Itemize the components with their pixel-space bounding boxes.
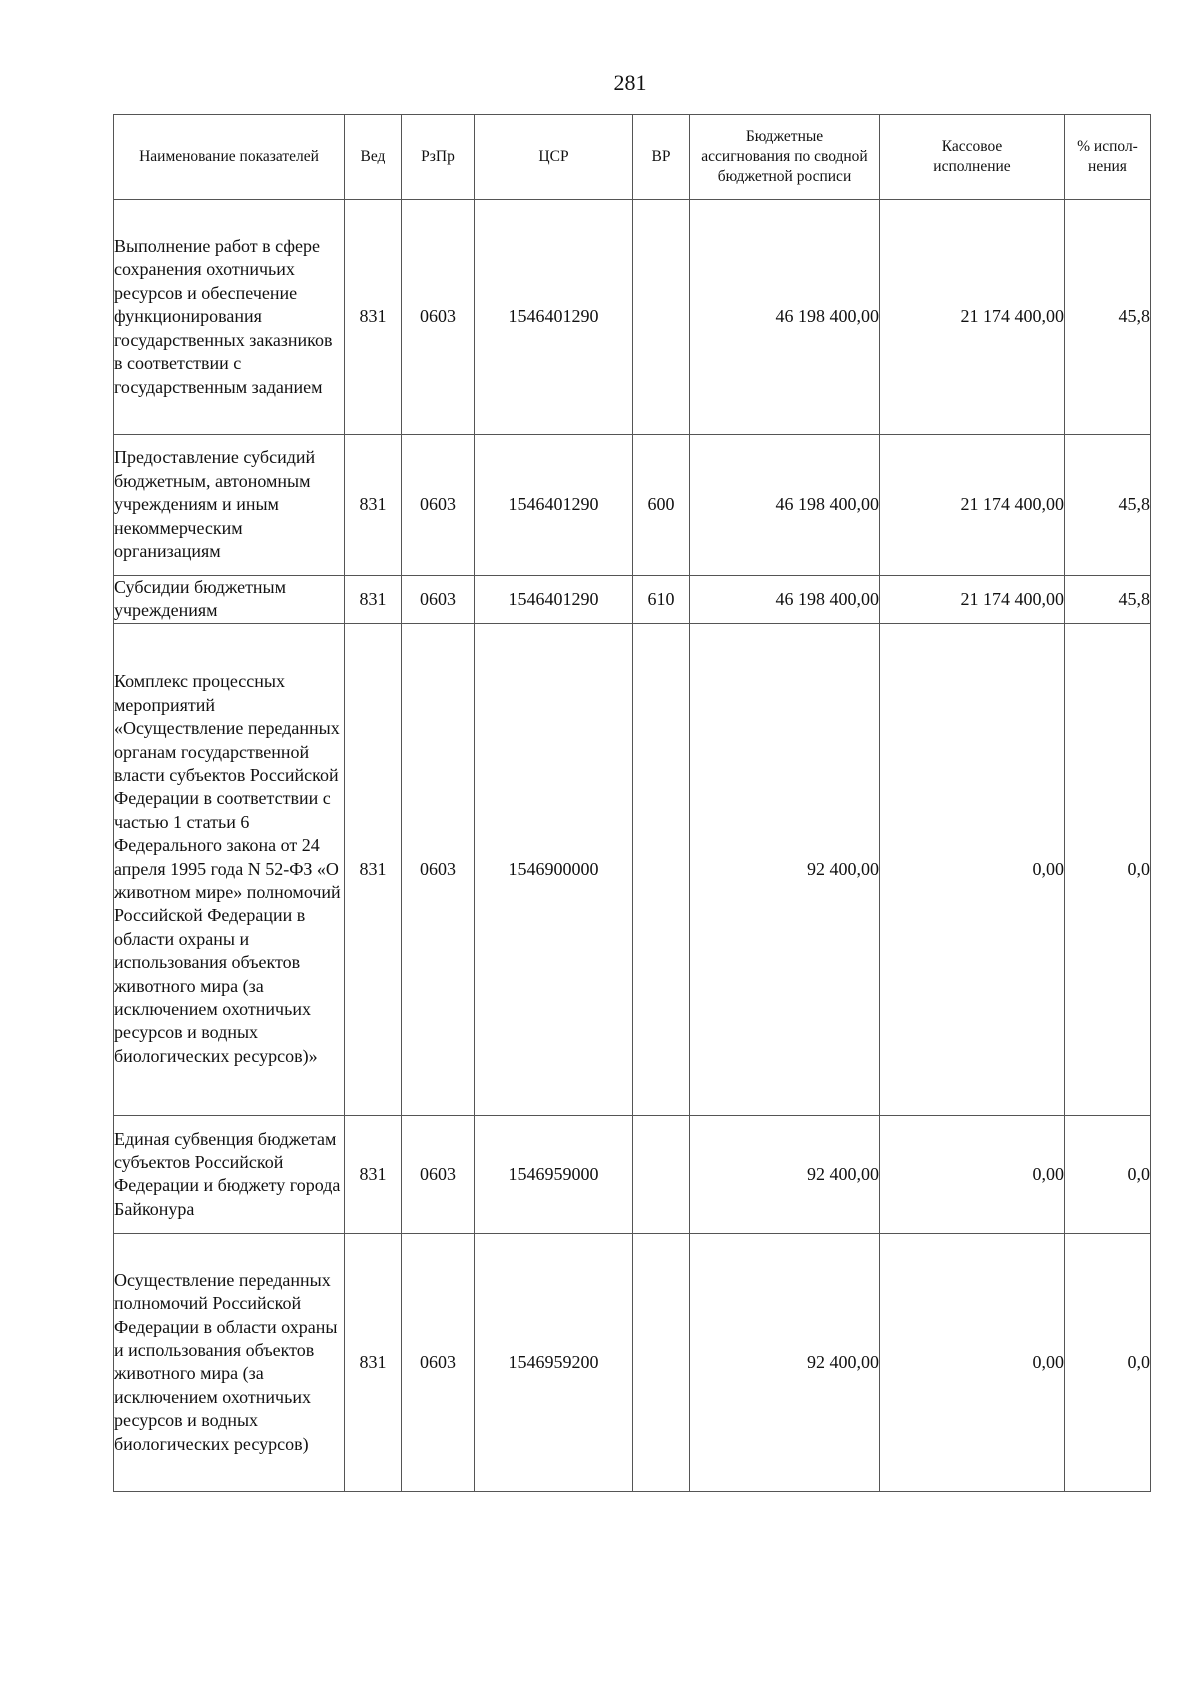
table-body (114, 200, 1151, 1492)
row-vr: 610 (633, 576, 690, 624)
header-assignments: Бюджетные ассигнования по сводной бюджетной росписи (690, 115, 880, 200)
row-name: Выполнение работ в сфере сохранения охотничьих ресурсов и обеспечение функционирования государственных заказников в соответствии с государственным заданием (114, 200, 345, 435)
row-rzpr: 0603 (402, 1233, 475, 1491)
row-name: Субсидии бюджетным учреждениям (114, 576, 345, 624)
row-rzpr: 0603 (402, 1115, 475, 1233)
row-csr: 1546401290 (475, 435, 633, 576)
row-percent: 45,8 (1065, 576, 1151, 624)
header-percent: % испол-нения (1065, 115, 1151, 200)
row-vr (633, 1233, 690, 1491)
row-name: Комплекс процессных мероприятий «Осуществление переданных органам государственной власти субъектов Российской Федерации в соответствии с частью 1 статьи 6 Федерального закона от 24 апреля 1995 года N 52-ФЗ «О животном мире» полномочий Российской Федерации в области охраны и использования объектов животного мира (за исключением охотничьих ресурсов и водных биологических ресурсов)» (114, 623, 345, 1115)
row-vr: 600 (633, 435, 690, 576)
row-ved: 831 (345, 1115, 402, 1233)
row-assignments: 46 198 400,00 (690, 200, 880, 435)
header-vr: ВР (633, 115, 690, 200)
header-row (114, 115, 1151, 200)
row-ved: 831 (345, 623, 402, 1115)
row-cash: 0,00 (880, 1115, 1065, 1233)
row-ved: 831 (345, 576, 402, 624)
row-csr: 1546900000 (475, 623, 633, 1115)
row-vr (633, 200, 690, 435)
row-percent: 0,0 (1065, 623, 1151, 1115)
header-cash: Кассовое исполнение (880, 115, 1065, 200)
page-number: 281 (613, 70, 647, 95)
row-rzpr: 0603 (402, 435, 475, 576)
header-ved: Вед (345, 115, 402, 200)
header-rzpr: РзПр (402, 115, 475, 200)
row-ved: 831 (345, 435, 402, 576)
row-assignments: 46 198 400,00 (690, 435, 880, 576)
row-vr (633, 1115, 690, 1233)
row-name: Предоставление субсидий бюджетным, автономным учреждениям и иным некоммерческим организациям (114, 435, 345, 576)
row-vr (633, 623, 690, 1115)
row-assignments: 46 198 400,00 (690, 576, 880, 624)
row-cash: 0,00 (880, 623, 1065, 1115)
row-percent: 0,0 (1065, 1115, 1151, 1233)
row-ved: 831 (345, 1233, 402, 1491)
row-name: Осуществление переданных полномочий Российской Федерации в области охраны и использования объектов животного мира (за исключением охотничьих ресурсов и водных биологических ресурсов) (114, 1233, 345, 1491)
table-row (114, 1233, 1151, 1491)
row-rzpr: 0603 (402, 623, 475, 1115)
row-name: Единая субвенция бюджетам субъектов Российской Федерации и бюджету города Байконура (114, 1115, 345, 1233)
row-csr: 1546959200 (475, 1233, 633, 1491)
row-percent: 45,8 (1065, 435, 1151, 576)
row-percent: 45,8 (1065, 200, 1151, 435)
row-cash: 21 174 400,00 (880, 576, 1065, 624)
row-cash: 21 174 400,00 (880, 200, 1065, 435)
budget-execution-table (113, 114, 1151, 1492)
table-row (114, 1115, 1151, 1233)
table-header (114, 115, 1151, 200)
table-row (114, 623, 1151, 1115)
row-csr: 1546401290 (475, 576, 633, 624)
row-cash: 0,00 (880, 1233, 1065, 1491)
header-csr: ЦСР (475, 115, 633, 200)
row-assignments: 92 400,00 (690, 1115, 880, 1233)
row-cash: 21 174 400,00 (880, 435, 1065, 576)
table-row (114, 435, 1151, 576)
row-csr: 1546959000 (475, 1115, 633, 1233)
row-rzpr: 0603 (402, 200, 475, 435)
header-name: Наименование показателей (114, 115, 345, 200)
row-rzpr: 0603 (402, 576, 475, 624)
row-assignments: 92 400,00 (690, 1233, 880, 1491)
row-ved: 831 (345, 200, 402, 435)
row-assignments: 92 400,00 (690, 623, 880, 1115)
row-csr: 1546401290 (475, 200, 633, 435)
table-row (114, 200, 1151, 435)
table-row (114, 576, 1151, 624)
row-percent: 0,0 (1065, 1233, 1151, 1491)
